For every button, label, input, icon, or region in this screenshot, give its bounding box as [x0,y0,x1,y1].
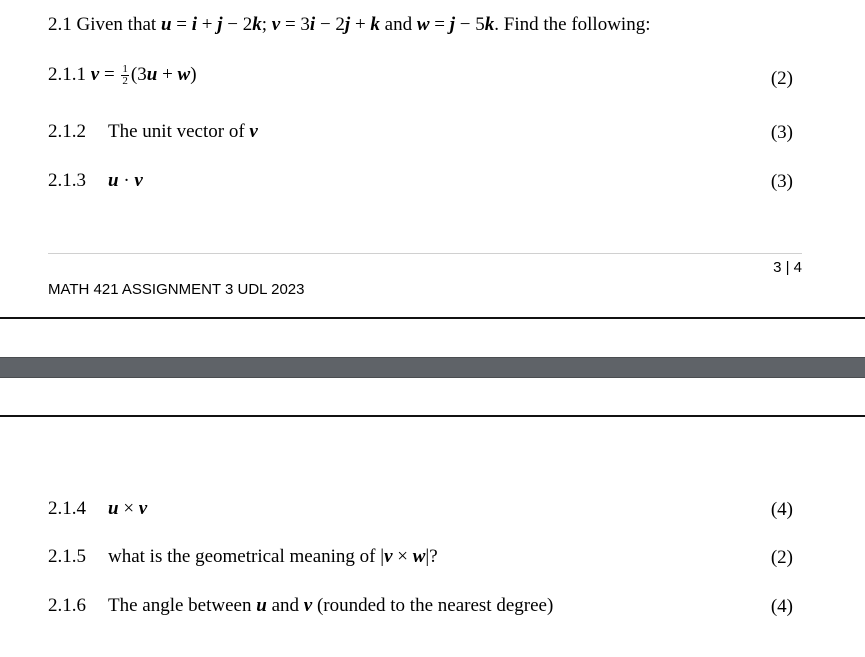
marks-2-1-6: (4) [770,596,793,617]
item-text-end: |? [425,546,438,567]
symbol-v: v [138,498,148,519]
symbol-i: i [191,14,198,35]
plus-text: + [157,64,178,85]
symbol-k: k [252,14,262,35]
fraction-denominator: 2 [122,75,128,88]
and-text: and [379,14,417,35]
symbol-v: v [134,170,143,191]
symbol-w: w [412,546,426,567]
item-text: The unit vector of [108,121,250,142]
marks-2-1-4: (4) [770,499,793,520]
symbol-k: k [484,14,495,35]
minus-two-text: − 2 [222,14,253,35]
item-text-end: (rounded to the nearest degree) [312,595,554,616]
symbol-v: v [271,14,281,35]
question-2-1-5 [48,546,438,568]
symbol-u: u [108,170,119,191]
symbol-w: w [416,14,430,35]
fraction-one-half [121,64,129,87]
symbol-u: u [160,14,172,35]
open-paren-text: (3 [130,64,147,85]
item-text: what is the geometrical meaning of | [108,546,385,567]
question-2-1-4 [48,498,147,520]
plus-text: + [197,14,218,35]
symbol-w: w [177,64,191,85]
marks-2-1-3: (3) [770,171,793,192]
page-number: 3 | 4 [773,259,802,276]
question-2-1-statement [48,14,651,36]
symbol-v: v [90,64,100,85]
page-gap-bar [0,357,865,378]
symbol-v: v [303,595,313,616]
dot-operator-text: · [118,170,135,191]
page-bottom-rule [0,317,865,319]
cross-operator-text: × [118,498,139,519]
close-paren-text: ) [190,64,197,85]
question-2-1-6 [48,595,553,617]
item-number: 2.1.1 [48,64,86,85]
symbol-v: v [384,546,393,567]
equals-text: = [171,14,192,35]
tail-text: . Find the following: [494,14,651,35]
minus-five-text: − 5 [455,14,485,35]
and-text: and [266,595,304,616]
symbol-j: j [344,14,351,35]
question-2-1-2 [48,121,258,143]
symbol-u: u [146,64,158,85]
symbol-v: v [249,121,258,142]
item-number: 2.1.3 [48,170,86,191]
footer-divider [48,253,802,254]
equals-text: = [99,64,120,85]
equals-three-text: = 3 [280,14,310,35]
separator-text: ; [261,14,272,35]
symbol-k: k [370,14,380,35]
item-number: 2.1.4 [48,498,86,519]
item-number: 2.1.6 [48,595,86,616]
question-2-1-1 [48,64,197,87]
item-text: The angle between [108,595,257,616]
fraction-numerator: 1 [122,63,128,76]
symbol-u: u [256,595,267,616]
footer-title: MATH 421 ASSIGNMENT 3 UDL 2023 [48,281,305,298]
symbol-u: u [108,498,119,519]
marks-2-1-2: (3) [770,122,793,143]
symbol-i: i [309,14,316,35]
minus-two-text: − 2 [315,14,345,35]
marks-2-1-5: (2) [770,547,793,568]
cross-operator-text: × [392,546,413,567]
intro-text: 2.1 Given that [48,14,161,35]
plus-text: + [350,14,371,35]
equals-text: = [429,14,450,35]
symbol-j: j [449,14,456,35]
symbol-j: j [217,14,223,35]
page-top-rule [0,415,865,417]
item-number: 2.1.2 [48,121,86,142]
item-number: 2.1.5 [48,546,86,567]
question-2-1-3 [48,170,143,192]
marks-2-1-1: (2) [770,68,793,89]
